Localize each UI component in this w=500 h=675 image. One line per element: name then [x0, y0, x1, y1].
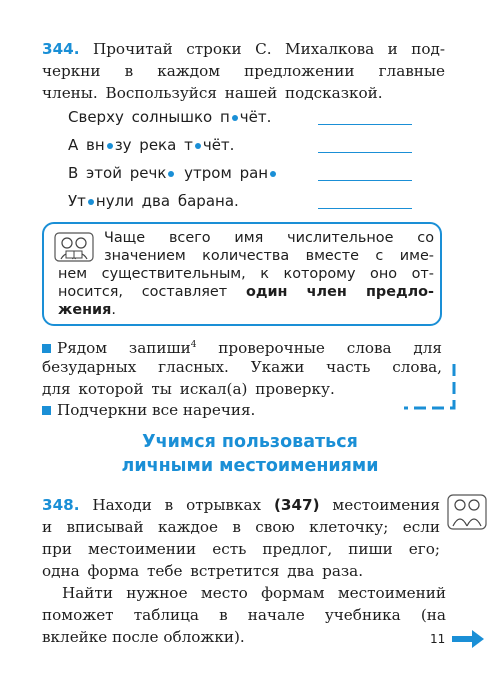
section-title-line-1: Учимся пользоваться [142, 432, 358, 452]
ex348-line-3: при местоимении есть предлог, пиши его; [42, 540, 440, 558]
verse-line-2: А вн зу река т чёт. [68, 136, 235, 154]
missing-letter-dot [107, 143, 113, 149]
answer-line-3[interactable] [318, 180, 412, 181]
answer-line-1[interactable] [318, 124, 412, 125]
section-title-line-2: личными местоимениями [121, 456, 379, 476]
task-line-1: Рядом запиши$^4$ проверочные слова для [42, 334, 442, 359]
ex348-para2-line-2: поможет таблица в начале учебника (на [42, 606, 446, 624]
ex348-line-4: одна форма тебе встретится два раза. [42, 562, 364, 580]
answer-line-2[interactable] [318, 152, 412, 153]
missing-letter-dot [270, 171, 276, 177]
ex344-line-2: черкни в каждом предложении главные [42, 62, 445, 80]
missing-letter-dot [195, 143, 201, 149]
hint-line-5: жения. [58, 302, 116, 318]
ex348-para2-line-1: Найти нужное место формам местоимений [62, 584, 446, 602]
exercise-number: 344. [42, 40, 80, 58]
task-line-2: безударных гласных. Укажи часть слова, [42, 358, 442, 376]
task-line-3: для которой ты искал(а) проверку. [42, 380, 335, 398]
answer-bracket[interactable] [400, 360, 460, 412]
hint-line-2: значением количества вместе с име- [104, 248, 434, 264]
ex344-line-1: 344. Прочитай строки С. Михалкова и под- [42, 40, 445, 58]
missing-letter-dot [168, 171, 174, 177]
pair-work-icon [447, 494, 487, 530]
hint-line-4: носится, составляет один член предло- [58, 284, 435, 300]
page-number: 11 [430, 632, 446, 646]
task-bullet-icon [42, 406, 51, 415]
hint-line-3: нем существительным, к которому оно от- [58, 266, 434, 282]
missing-letter-dot [232, 115, 238, 121]
ex348-line-2: и вписывай каждое в свою клеточку; если [42, 518, 440, 536]
answer-line-4[interactable] [318, 208, 412, 209]
ex344-line-3: члены. Воспользуйся нашей подсказкой. [42, 84, 383, 102]
verse-line-3: В этой речк утром ран [68, 164, 278, 182]
verse-line-4: Ут нули два барана. [68, 192, 239, 210]
verse-line-1: Сверху солнышко п чёт. [68, 108, 272, 126]
missing-letter-dot [88, 199, 94, 205]
ex348-para2-line-3: вклейке после обложки). [42, 628, 245, 646]
reading-children-icon [54, 232, 94, 262]
task-bullet-icon [42, 344, 51, 353]
task-line-4: Подчеркни все наречия. [42, 399, 255, 421]
next-page-arrow-icon[interactable] [450, 628, 486, 650]
ex348-line-1: 348. Находи в отрывках (347) местоимения [42, 496, 441, 514]
exercise-number: 348. [42, 496, 80, 514]
hint-line-1: Чаще всего имя числительное со [104, 230, 434, 246]
